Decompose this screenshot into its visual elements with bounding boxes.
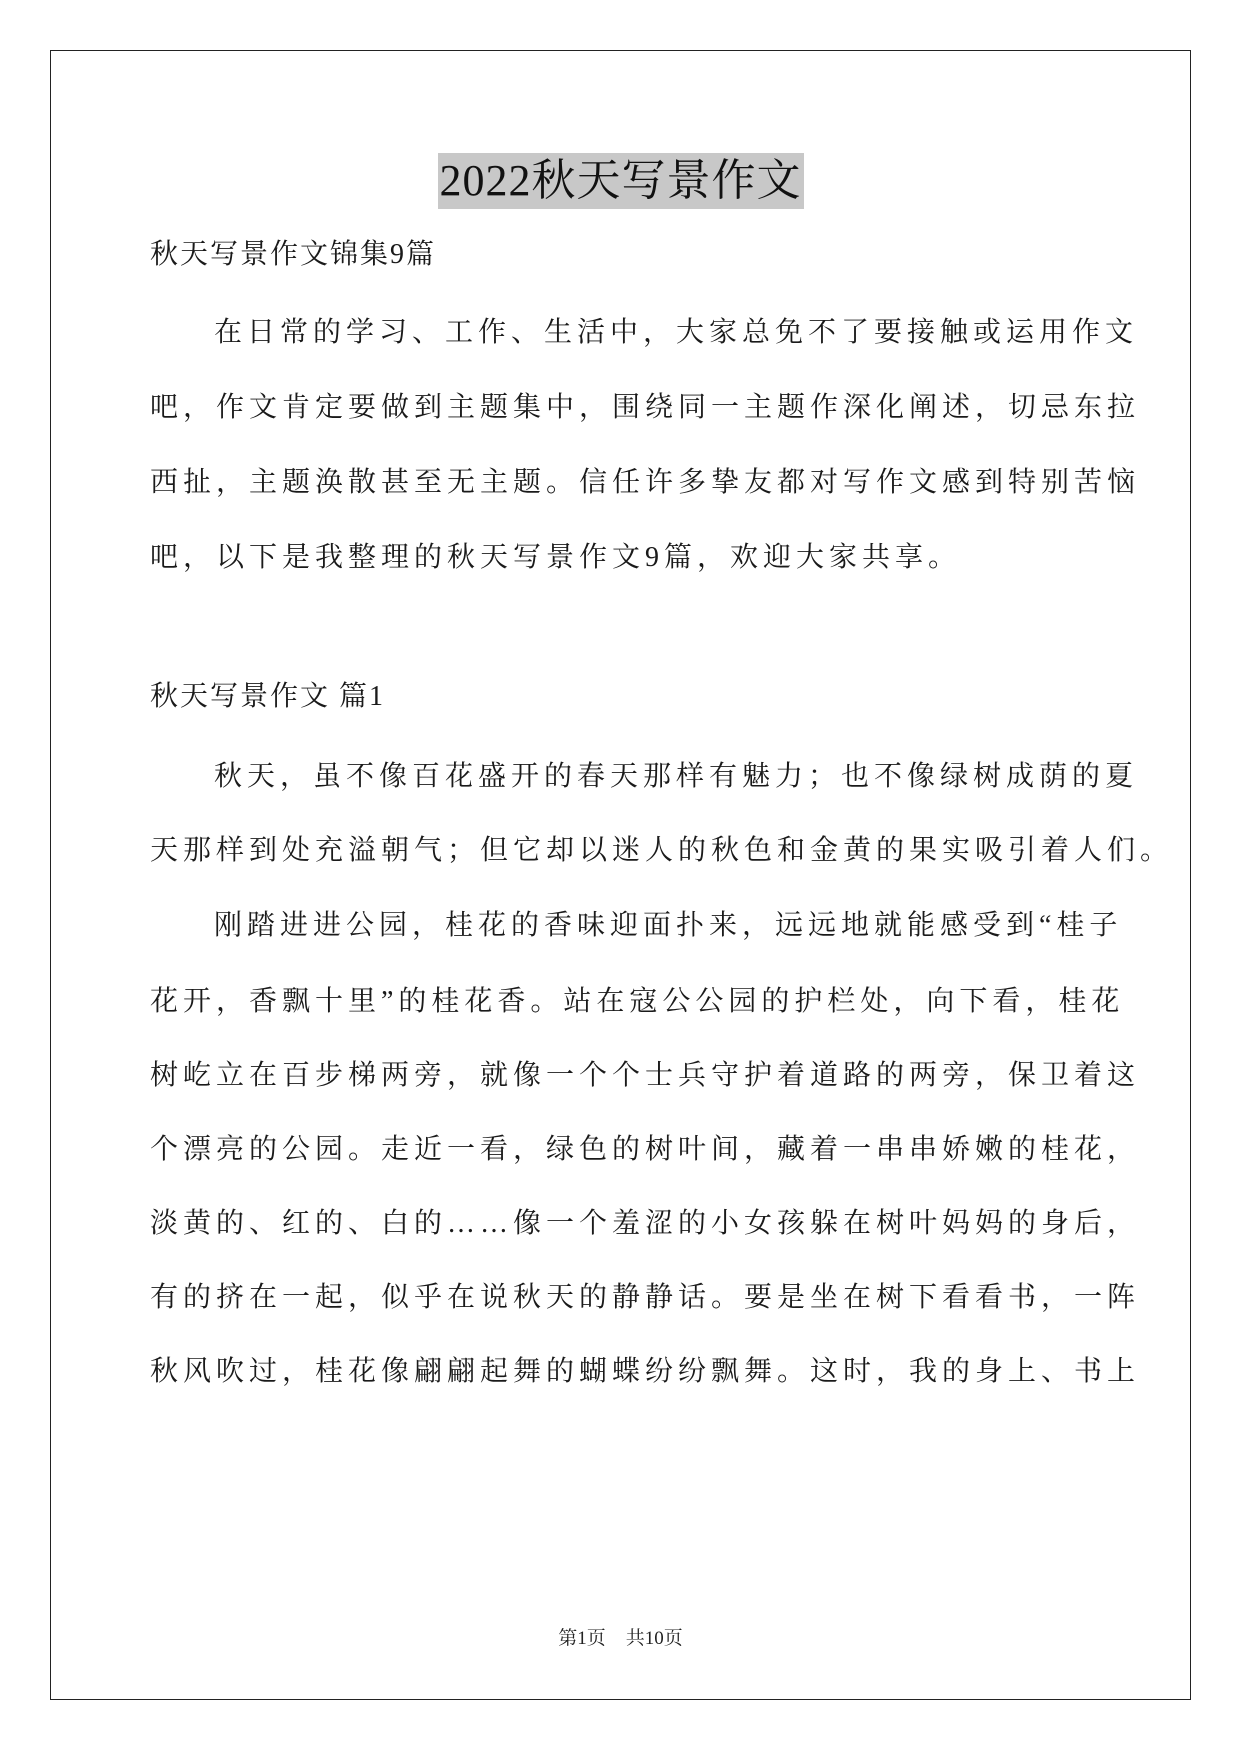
intro-line: 吧，以下是我整理的秋天写景作文9篇，欢迎大家共享。 bbox=[150, 542, 962, 573]
body-line: 树屹立在百步梯两旁，就像一个个士兵守护着道路的两旁，保卫着这 bbox=[150, 1060, 1141, 1091]
body-line: 秋天，虽不像百花盛开的春天那样有魅力；也不像绿树成荫的夏 bbox=[214, 761, 1139, 792]
body-line: 花开，香飘十里”的桂花香。站在寇公公园的护栏处，向下看，桂花 bbox=[150, 986, 1125, 1017]
document-title bbox=[0, 153, 1241, 209]
page-footer bbox=[0, 1627, 1241, 1651]
document-subtitle: 秋天写景作文锦集9篇 bbox=[150, 239, 437, 270]
page-border bbox=[50, 50, 1191, 1700]
body-line: 天那样到处充溢朝气；但它却以迷人的秋色和金黄的果实吸引着人们。 bbox=[150, 835, 1174, 866]
body-line: 个漂亮的公园。走近一看，绿色的树叶间，藏着一串串娇嫩的桂花， bbox=[150, 1134, 1141, 1165]
body-line: 秋风吹过，桂花像翩翩起舞的蝴蝶纷纷飘舞。这时，我的身上、书上 bbox=[150, 1356, 1141, 1387]
body-line: 刚踏进进公园，桂花的香味迎面扑来，远远地就能感受到“桂子 bbox=[214, 910, 1123, 941]
document-title-text: 2022秋天写景作文 bbox=[438, 153, 804, 209]
section-heading: 秋天写景作文 篇1 bbox=[150, 681, 386, 712]
intro-line: 西扯，主题涣散甚至无主题。信任许多挚友都对写作文感到特别苦恼 bbox=[150, 467, 1141, 498]
page-total: 共10页 bbox=[625, 1628, 683, 1649]
intro-line: 吧，作文肯定要做到主题集中，围绕同一主题作深化阐述，切忌东拉 bbox=[150, 392, 1141, 423]
intro-line: 在日常的学习、工作、生活中，大家总免不了要接触或运用作文 bbox=[214, 317, 1139, 348]
page-number: 第1页 bbox=[558, 1628, 606, 1649]
body-line: 有的挤在一起，似乎在说秋天的静静话。要是坐在树下看看书，一阵 bbox=[150, 1282, 1141, 1313]
body-line: 淡黄的、红的、白的……像一个羞涩的小女孩躲在树叶妈妈的身后， bbox=[150, 1208, 1141, 1239]
